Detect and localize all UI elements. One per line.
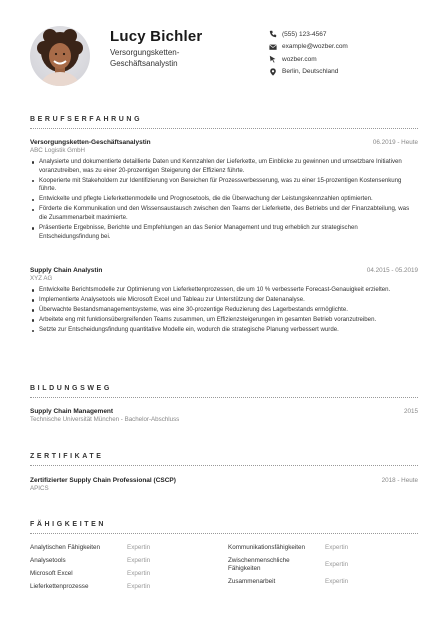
job-bullet: Förderte die Kommunikation und den Wissensaustausch zwischen den Teams der Lieferkette, des Betriebs und der Finanzabteilung, was die Zusammenarbeit maximierte. — [39, 205, 418, 222]
candidate-name: Lucy Bichler — [110, 28, 203, 45]
skill-name: Microsoft Excel — [30, 570, 73, 577]
section-title-certificates: ZERTIFIKATE — [30, 453, 104, 460]
contact-location-text: Berlin, Deutschland — [282, 68, 339, 75]
job-bullets — [30, 286, 418, 335]
location-icon — [268, 67, 278, 77]
section-divider — [30, 533, 418, 534]
contact-email — [268, 41, 428, 53]
skill-name: Zwischenmenschliche Fähigkeiten — [228, 557, 290, 572]
certificate-entry — [30, 477, 418, 492]
contact-email-text[interactable]: example@wozber.com — [282, 43, 348, 50]
skill-level: Expertin — [325, 544, 349, 551]
job-bullet: Entwickelte und pflegte Lieferkettenmodelle und Prognosetools, die die Überwachung der Leistungskennzahlen optimierten. — [39, 195, 418, 204]
section-divider — [30, 397, 418, 398]
job-bullet: Setzte zur Entscheidungsfindung quantitative Modelle ein, wodurch die strategische Planung verbessert wurde. — [39, 326, 418, 335]
skills-column-right — [228, 544, 418, 591]
job-bullet: Kooperierte mit Stakeholdern zur Identifizierung von Bereichen für Prozessverbesserung, was zu einer 15-prozentigen Kostensenkung führte. — [39, 177, 418, 194]
job-company: ABC Logistik GmbH — [30, 147, 86, 154]
skill-level: Expertin — [325, 561, 349, 568]
skill-item — [228, 557, 418, 578]
job-bullet: Implementierte Analysetools wie Microsoft Excel und Tableau zur Unterstützung der Datenanalyse. — [39, 296, 418, 305]
contact-website — [268, 53, 428, 65]
education-entry — [30, 408, 418, 423]
contact-phone-text[interactable]: (555) 123-4567 — [282, 30, 327, 38]
section-title-experience: BERUFSERFAHRUNG — [30, 116, 143, 123]
skill-item — [228, 578, 418, 591]
skill-name: Analytischen Fähigkeiten — [30, 544, 101, 551]
certificate-title: Zertifizierter Supply Chain Professional (CSCP) — [30, 477, 176, 484]
education-date: 2015 — [403, 408, 418, 415]
contact-phone — [268, 28, 428, 40]
section-title-skills: FÄHIGKEITEN — [30, 521, 107, 528]
section-divider — [30, 465, 418, 466]
skill-item — [30, 583, 220, 596]
experience-entry — [30, 267, 418, 336]
job-company: XYZ AG — [30, 275, 53, 282]
job-bullet: Überwachte Bestandsmanagementsysteme, was eine 30-prozentige Reduzierung des Lagerbestands ermöglichte. — [39, 306, 418, 315]
certificate-issuer: APICS — [30, 485, 49, 492]
job-date: 06.2019 - Heute — [372, 139, 418, 146]
skill-item — [228, 544, 418, 557]
certificate-date: 2018 - Heute — [381, 477, 418, 484]
skill-name: Zusammenarbeit — [228, 578, 276, 585]
email-icon — [268, 42, 278, 52]
skill-item — [30, 557, 220, 570]
skill-item — [30, 544, 220, 557]
education-institution: Technische Universität München - Bachelor-Abschluss — [30, 416, 180, 423]
job-title: Supply Chain Analystin — [30, 267, 103, 274]
skill-level: Expertin — [325, 578, 349, 585]
avatar — [30, 26, 90, 86]
skill-name: Lieferkettenprozesse — [30, 583, 89, 590]
contact-website-text[interactable]: wozber.com — [282, 55, 317, 63]
skill-item — [30, 570, 220, 583]
job-bullet: Präsentierte Ergebnisse, Berichte und Empfehlungen an das Senior Management und trug erheblich zur strategischen Entscheidungsfindung bei. — [39, 224, 418, 241]
contact-location — [268, 66, 428, 78]
experience-entry — [30, 139, 418, 243]
skill-level: Expertin — [127, 570, 151, 577]
skill-level: Expertin — [127, 544, 151, 551]
contact-list — [268, 28, 428, 78]
job-bullets — [30, 158, 418, 241]
resume-header — [30, 26, 424, 92]
education-title: Supply Chain Management — [30, 408, 114, 415]
skill-name: Analysetools — [30, 557, 66, 564]
job-title: Versorgungsketten-Geschäftsanalystin — [30, 139, 151, 146]
phone-icon — [268, 29, 278, 39]
skill-level: Expertin — [127, 583, 151, 590]
job-bullet: Analysierte und dokumentierte detaillierte Daten und Kennzahlen der Lieferkette, um Einblicke zu gewinnen und umsetzbare Initiativen voranzutreiben, was zu einer 20-prozentigen Steigerung der Effizienz führte. — [39, 158, 418, 175]
section-divider — [30, 128, 418, 129]
skill-level: Expertin — [127, 557, 151, 564]
link-icon — [268, 54, 278, 64]
skills-column-left — [30, 544, 220, 596]
candidate-role: Versorgungsketten-Geschäftsanalystin — [110, 48, 180, 68]
job-bullet: Entwickelte Berichtsmodelle zur Optimierung von Lieferkettenprozessen, die um 10 % verbesserte Forecast-Genauigkeit erzielten. — [39, 286, 418, 295]
skill-name: Kommunikationsfähigkeiten — [228, 544, 306, 551]
job-bullet: Arbeitete eng mit funktionsübergreifenden Teams zusammen, um Effizienzsteigerungen im gesamten Betrieb voranzutreiben. — [39, 316, 418, 325]
job-date: 04.2015 - 05.2019 — [366, 267, 418, 274]
section-title-education: BILDUNGSWEG — [30, 385, 112, 392]
